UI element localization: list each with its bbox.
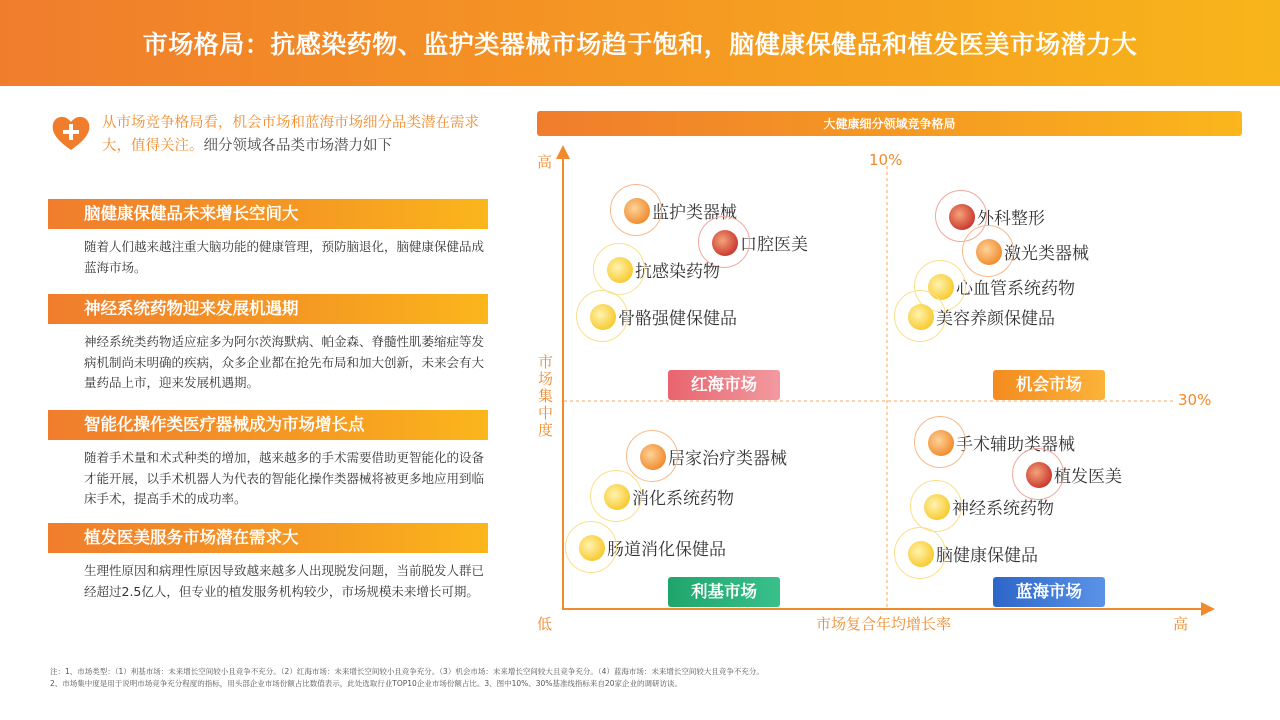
hline-label: 30% [1178, 391, 1212, 409]
section-neuro-drugs [48, 294, 488, 394]
item-label: 心血管系统药物 [956, 278, 1075, 299]
item-label: 肠道消化保健品 [607, 539, 726, 560]
quadrant-red-sea: 红海市场 [668, 370, 780, 400]
y-axis-label: 市场集中度 [536, 354, 554, 439]
x-axis-label: 市场复合年均增长率 [816, 615, 952, 633]
item-label: 口腔医美 [740, 234, 808, 255]
bubble-icon [565, 521, 617, 573]
section-body: 生理性原因和病理性原因导致越来越多人出现脱发问题，当前脱发人群已经超过2.5亿人，但专业的植发服务机构较少，市场规模未来增长可期。 [84, 563, 485, 599]
heart-plus-icon [50, 112, 92, 154]
section-body: 随着手术量和术式种类的增加，越来越多的手术需要借助更智能化的设备才能开展，以手术机器人为代表的智能化操作类器械将被更多地应用到临床手术，提高手术的成功率。 [84, 450, 485, 506]
item-neuro-drugs [910, 480, 1054, 532]
chart-title-bar [537, 111, 1242, 136]
section-title: 植发医美服务市场潜在需求大 [48, 523, 488, 553]
intro-rest: 细分领域各品类市场潜力如下 [203, 138, 392, 154]
item-label: 居家治疗类器械 [668, 448, 787, 469]
bubble-icon [590, 470, 642, 522]
item-digestive-drugs [590, 470, 734, 522]
item-brain-health-supplements [894, 527, 1038, 579]
item-bone-health-supplements [576, 290, 737, 342]
section-title: 神经系统药物迎来发展机遇期 [48, 294, 488, 324]
vline-label: 10% [869, 151, 903, 169]
item-label: 植发医美 [1054, 466, 1122, 487]
section-title: 脑健康保健品未来增长空间大 [48, 199, 488, 229]
section-hair-transplant [48, 523, 488, 602]
section-brain-health [48, 199, 488, 278]
footnote [50, 666, 1230, 690]
quadrant-profit-base: 利基市场 [668, 577, 780, 607]
section-smart-devices [48, 410, 488, 510]
item-label: 消化系统药物 [632, 488, 734, 509]
item-label: 神经系统药物 [952, 498, 1054, 519]
chart-title: 大健康细分领域竞争格局 [823, 117, 956, 131]
section-body: 随着人们越来越注重大脑功能的健康管理，预防脑退化，脑健康保健品成蓝海市场。 [84, 239, 485, 275]
bubble-icon [894, 527, 946, 579]
item-label: 监护类器械 [652, 202, 737, 223]
item-beauty-supplements [894, 290, 1055, 342]
footnote-line-2: 2、市场集中度是用于说明市场竞争充分程度的指标，用头部企业市场份额占比数值表示，此处选取行业TOP10企业市场份额占比。3、图中10%、30%基准线指标来自20家企业的调研访谈。 [50, 679, 682, 688]
bubble-icon [914, 416, 966, 468]
item-label: 美容养颜保健品 [936, 308, 1055, 329]
intro-text [102, 112, 490, 158]
item-label: 外科整形 [977, 208, 1045, 229]
item-label: 脑健康保健品 [936, 545, 1038, 566]
item-label: 骨骼强健保健品 [618, 308, 737, 329]
item-gut-supplements [565, 521, 726, 573]
x-high-label: 高 [1173, 615, 1189, 633]
item-label: 手术辅助类器械 [956, 434, 1075, 455]
bubble-icon [894, 290, 946, 342]
intro-highlight: 从市场竞争格局看，机会市场和蓝海市场细分品类潜在需求大，值得关注。 [102, 115, 479, 154]
bubble-icon [610, 184, 662, 236]
item-label: 激光类器械 [1004, 243, 1089, 264]
page-header [0, 0, 1280, 86]
quadrant-opportunity: 机会市场 [993, 370, 1105, 400]
section-body: 神经系统类药物适应症多为阿尔茨海默病、帕金森、脊髓性肌萎缩症等发病机制尚未明确的疾病，众多企业都在抢先布局和加大创新，未来会有大量药品上市，迎来发展机遇期。 [84, 334, 485, 390]
y-high-label: 高 [537, 153, 553, 171]
section-title: 智能化操作类医疗器械成为市场增长点 [48, 410, 488, 440]
page-title: 市场格局：抗感染药物、监护类器械市场趋于饱和，脑健康保健品和植发医美市场潜力大 [142, 30, 1138, 59]
y-low-label: 低 [537, 615, 553, 633]
bubble-icon [576, 290, 628, 342]
item-anti-infective-drugs [593, 243, 720, 295]
footnote-line-1: 注：1、市场类型：（1）利基市场：未来增长空间较小且竞争不充分。（2）红海市场：未来增长空间较小且竞争充分。（3）机会市场：未来增长空间较大且竞争充分。（4）蓝海市场：未来增长空间较大且竞争不充分。 [50, 667, 764, 676]
intro-block [50, 112, 490, 158]
bubble-icon [910, 480, 962, 532]
bubble-icon [593, 243, 645, 295]
item-label: 抗感染药物 [635, 261, 720, 282]
quadrant-blue-sea: 蓝海市场 [993, 577, 1105, 607]
quadrant-chart [530, 140, 1230, 640]
